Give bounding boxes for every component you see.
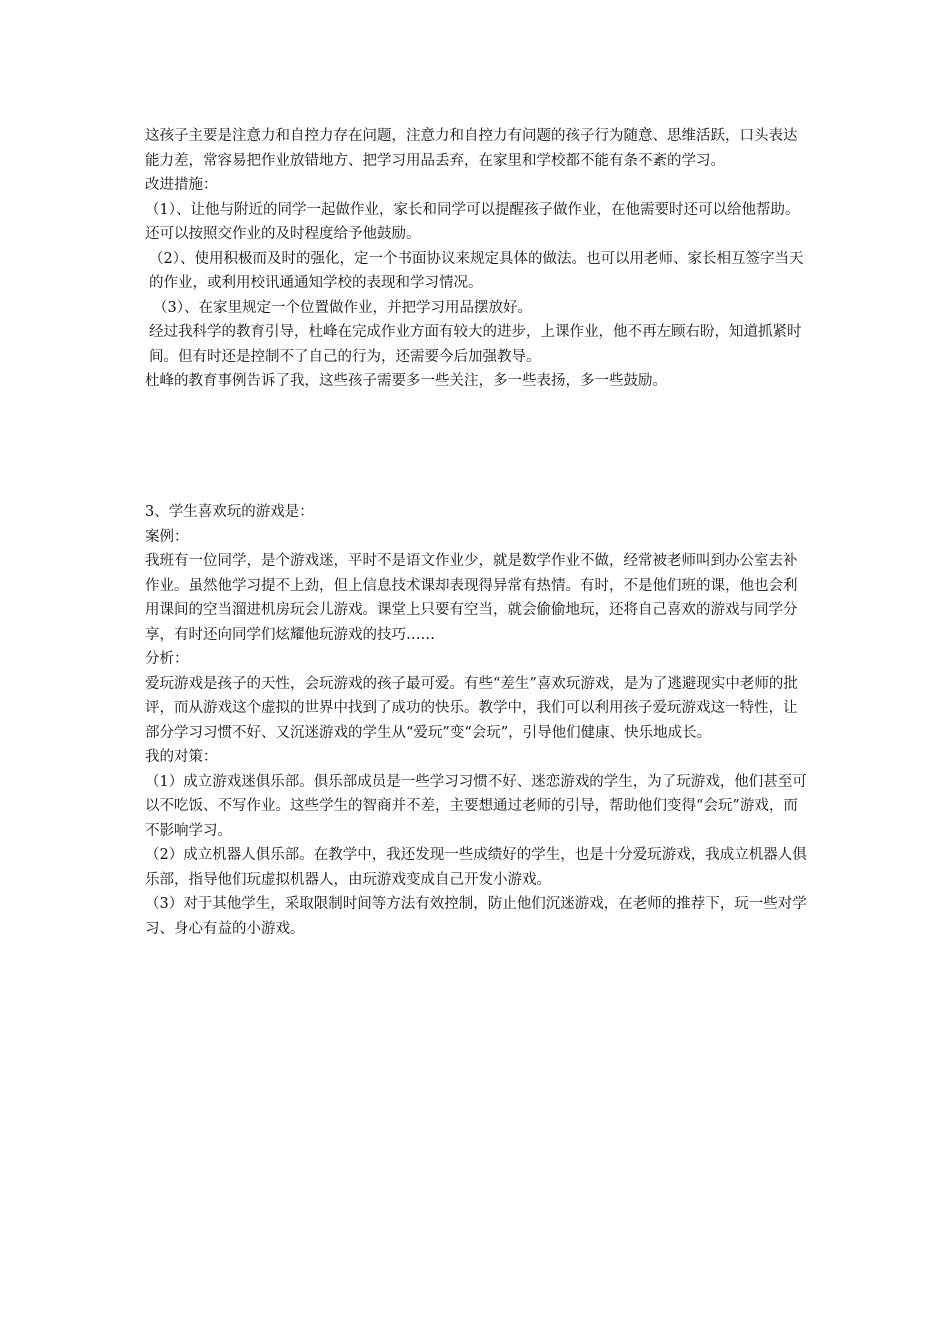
section-heading: 3、学生喜欢玩的游戏是： bbox=[145, 504, 314, 520]
strategy-label: 我的对策： bbox=[145, 749, 218, 765]
result-paragraph: 经过我科学的教育引导，杜峰在完成作业方面有较大的进步，上课作业，他不再左顾右盼，知道抓紧时间。但有时还是控制不了自己的行为，还需要今后加强教导。 bbox=[149, 324, 802, 365]
measure-3-paragraph: （3）、在家里规定一个位置做作业，并把学习用品摆放好。 bbox=[153, 299, 532, 316]
measures-heading: 改进措施： bbox=[145, 177, 218, 193]
strategy-1-paragraph: （1）成立游戏迷俱乐部。俱乐部成员是一些学习习惯不好、迷恋游戏的学生，为了玩游戏，他们甚至可以不吃饭、不写作业。这些学生的智商并不差，主要想通过老师的引导，帮助他们变得“会玩”游戏，而不影响学习。 bbox=[145, 773, 807, 839]
analysis-paragraph: 爱玩游戏是孩子的天性，会玩游戏的孩子最可爱。有些“差生”喜欢玩游戏，是为了逃避现实中老师的批评，而从游戏这个虚拟的世界中找到了成功的快乐。教学中，我们可以利用孩子爱玩游戏这一特性，让部分学习习惯不好、又沉迷游戏的学生从“爱玩”变“会玩”，引导他们健康、快乐地成长。 bbox=[145, 675, 798, 741]
strategy-3-paragraph: （3）对于其他学生，采取限制时间等方法有效控制，防止他们沉迷游戏，在老师的推荐下，玩一些对学习、身心有益的小游戏。 bbox=[145, 896, 807, 937]
intro-paragraph: 这孩子主要是注意力和自控力存在问题，注意力和自控力有问题的孩子行为随意、思维活跃，口头表达能力差，常容易把作业放错地方、把学习用品丢弃，在家里和学校都不能有条不紊的学习。 bbox=[145, 128, 798, 169]
conclusion-paragraph: 杜峰的教育事例告诉了我，这些孩子需要多一些关注，多一些表扬，多一些鼓励。 bbox=[145, 373, 667, 389]
case-paragraph: 我班有一位同学，是个游戏迷，平时不是语文作业少，就是数学作业不做，经常被老师叫到办公室去补作业。虽然他学习提不上劲，但上信息技术课却表现得异常有热情。有时，不是他们班的课，他也会利用课间的空当溜进机房玩会儿游戏。课堂上只要有空当，就会偷偷地玩，还将自己喜欢的游戏与同学分享，有时还向同学们炫耀他玩游戏的技巧…… bbox=[145, 553, 798, 643]
measure-1-paragraph: （1）、让他与附近的同学一起做作业，家长和同学可以提醒孩子做作业，在他需要时还可以给他帮助。还可以按照交作业的及时程度给予他鼓励。 bbox=[145, 201, 800, 242]
analysis-label: 分析： bbox=[145, 651, 189, 667]
measure-2-paragraph: （2）、使用积极而及时的强化，定一个书面协议来规定具体的做法。也可以用老师、家长相互签字当天的作业，或利用校讯通通知学校的表现和学习情况。 bbox=[149, 250, 804, 291]
section-measures bbox=[145, 124, 810, 394]
section-games bbox=[145, 500, 810, 941]
case-label: 案例： bbox=[145, 528, 189, 545]
strategy-2-paragraph: （2）成立机器人俱乐部。在教学中，我还发现一些成绩好的学生，也是十分爱玩游戏，我成立机器人俱乐部，指导他们玩虚拟机器人，由玩游戏变成自己开发小游戏。 bbox=[145, 847, 807, 888]
